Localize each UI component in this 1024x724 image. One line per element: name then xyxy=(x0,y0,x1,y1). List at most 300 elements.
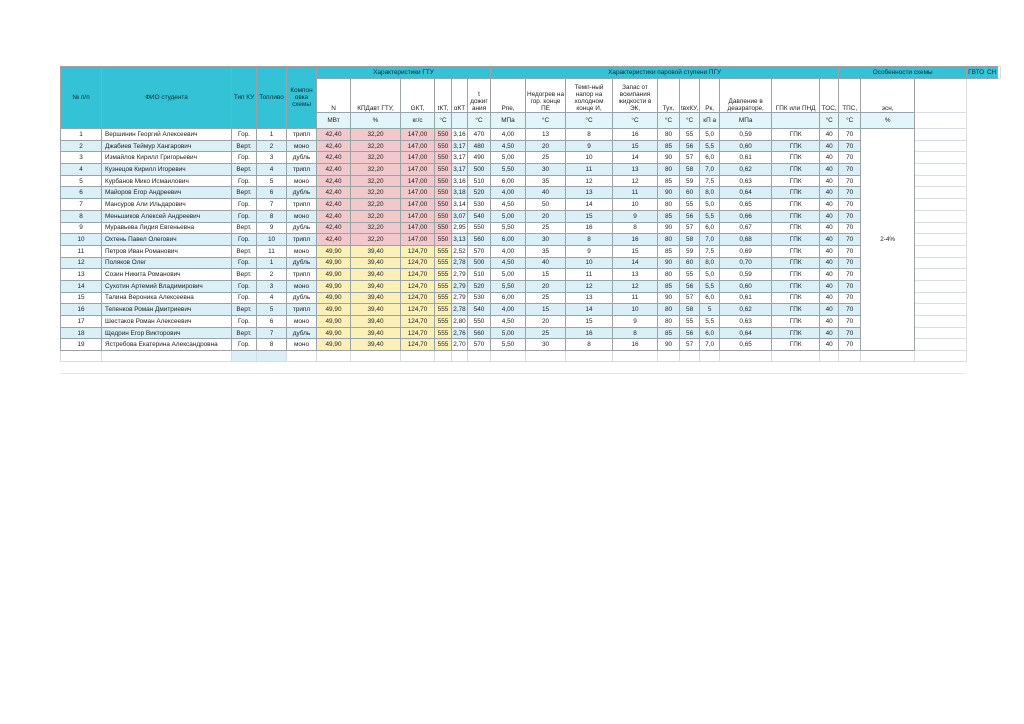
unit-pne: МПа xyxy=(491,113,526,129)
cell-exhaust-temp: 80 xyxy=(658,234,680,246)
empty-row xyxy=(61,351,1001,362)
cell-inlet-temp: 56 xyxy=(680,327,700,339)
cell-condenser-pressure: 5,0 xyxy=(700,269,720,281)
cell-supply-temp: 70 xyxy=(839,222,861,234)
col-fio-header: ФИО студента xyxy=(102,67,232,129)
cell-student-name: Тепенков Роман Дмитриевич xyxy=(102,304,232,316)
cell-afterburn-temp: 570 xyxy=(468,339,491,351)
empty-cell xyxy=(839,351,861,362)
cell-exhaust-temp: 80 xyxy=(658,269,680,281)
cell-condenser-pressure: 7,5 xyxy=(700,245,720,257)
col-pne: Рпе, xyxy=(491,79,526,113)
table-row xyxy=(61,304,1001,316)
cell-superheat-pressure: 5,50 xyxy=(491,339,526,351)
cell-student-name: Измайлов Кирилл Григорьевич xyxy=(102,152,232,164)
cell-gtu-efficiency: 39,40 xyxy=(351,280,401,292)
table-row xyxy=(61,245,1001,257)
cell-inlet-temp: 59 xyxy=(680,175,700,187)
cell-underheat-value: 40 xyxy=(526,257,566,269)
empty-cell xyxy=(351,351,401,362)
cell-gtu-efficiency: 32,20 xyxy=(351,140,401,152)
cell-fuel-number: 5 xyxy=(257,304,287,316)
empty-cell xyxy=(915,164,967,176)
cell-temp-head-value: 11 xyxy=(566,269,613,281)
cell-supply-temp: 70 xyxy=(839,199,861,211)
cell-condenser-pressure: 8,0 xyxy=(700,187,720,199)
cell-gtu-efficiency: 39,40 xyxy=(351,257,401,269)
empty-cell xyxy=(915,292,967,304)
cell-boiling-margin: 12 xyxy=(613,280,658,292)
cell-fuel-number: 2 xyxy=(257,140,287,152)
empty-cell xyxy=(452,351,468,362)
cell-gtu-gas-flow: 147,00 xyxy=(401,187,435,199)
cell-return-temp: 40 xyxy=(820,222,839,234)
cell-gtu-gas-flow: 147,00 xyxy=(401,222,435,234)
cell-deaerator-pressure: 0,64 xyxy=(720,187,772,199)
table-row xyxy=(61,269,1001,281)
cell-gpk-pnd-value: ГПК xyxy=(772,269,820,281)
cell-temp-head-value: 8 xyxy=(566,234,613,246)
cell-temp-head-value: 14 xyxy=(566,304,613,316)
cell-temp-head-value: 8 xyxy=(566,129,613,141)
cell-fuel-number: 11 xyxy=(257,245,287,257)
cell-temp-head-value: 9 xyxy=(566,245,613,257)
table-row xyxy=(61,199,1001,211)
cell-row-number: 15 xyxy=(61,292,102,304)
cell-afterburn-temp: 480 xyxy=(468,140,491,152)
col-tip-header: Тип КУ xyxy=(232,67,257,129)
cell-row-number: 6 xyxy=(61,187,102,199)
empty-cell xyxy=(915,175,967,187)
cell-boiler-type: Верт. xyxy=(232,140,257,152)
cell-afterburn-temp: 520 xyxy=(468,187,491,199)
cell-row-number: 4 xyxy=(61,164,102,176)
cell-exhaust-temp: 90 xyxy=(658,152,680,164)
cell-gtu-gas-temp: 555 xyxy=(435,245,452,257)
empty-cell xyxy=(915,316,967,328)
empty-cell xyxy=(915,327,967,339)
cell-return-temp: 40 xyxy=(820,245,839,257)
col-N: N xyxy=(317,79,351,113)
cell-row-number: 13 xyxy=(61,269,102,281)
cell-row-number: 12 xyxy=(61,257,102,269)
cell-return-temp: 40 xyxy=(820,316,839,328)
cell-exhaust-temp: 90 xyxy=(658,222,680,234)
cell-exhaust-temp: 85 xyxy=(658,175,680,187)
cell-gtu-air-excess: 2,78 xyxy=(452,304,468,316)
cell-gtu-gas-flow: 124,70 xyxy=(401,280,435,292)
empty-cell xyxy=(613,351,658,362)
cell-scheme-layout: трипл xyxy=(287,234,317,246)
cell-condenser-pressure: 5,5 xyxy=(700,316,720,328)
col-tuh: Тух, xyxy=(658,79,680,113)
cell-gtu-gas-temp: 555 xyxy=(435,269,452,281)
cell-boiler-type: Верт. xyxy=(232,327,257,339)
cell-gtu-air-excess: 3,18 xyxy=(452,187,468,199)
cell-afterburn-temp: 500 xyxy=(468,164,491,176)
unit-kpd: % xyxy=(351,113,401,129)
cell-inlet-temp: 60 xyxy=(680,187,700,199)
cell-deaerator-pressure: 0,63 xyxy=(720,316,772,328)
cell-fuel-number: 9 xyxy=(257,222,287,234)
cell-superheat-pressure: 4,00 xyxy=(491,187,526,199)
unit-tvhku: °С xyxy=(680,113,700,129)
cell-deaerator-pressure: 0,70 xyxy=(720,257,772,269)
cell-boiler-type: Верт. xyxy=(232,304,257,316)
cell-boiler-type: Гор. xyxy=(232,234,257,246)
cell-gtu-gas-temp: 555 xyxy=(435,292,452,304)
cell-gpk-pnd-value: ГПК xyxy=(772,339,820,351)
cell-temp-head-value: 8 xyxy=(566,339,613,351)
cell-boiling-margin: 15 xyxy=(613,245,658,257)
sn-value-cell: 2-4% xyxy=(861,129,915,351)
cell-return-temp: 40 xyxy=(820,129,839,141)
cell-scheme-layout: дубль xyxy=(287,292,317,304)
cell-condenser-pressure: 5,5 xyxy=(700,140,720,152)
cell-scheme-layout: дубль xyxy=(287,187,317,199)
cell-afterburn-temp: 560 xyxy=(468,327,491,339)
cell-gtu-air-excess: 3,07 xyxy=(452,210,468,222)
cell-gpk-pnd-value: ГПК xyxy=(772,129,820,141)
empty-cell xyxy=(861,351,915,362)
cell-gtu-air-excess: 2,70 xyxy=(452,339,468,351)
cell-student-name: Майоров Егор Андреевич xyxy=(102,187,232,199)
cell-inlet-temp: 58 xyxy=(680,304,700,316)
cell-deaerator-pressure: 0,65 xyxy=(720,339,772,351)
cell-deaerator-pressure: 0,60 xyxy=(720,140,772,152)
cell-temp-head-value: 15 xyxy=(566,210,613,222)
cell-inlet-temp: 57 xyxy=(680,152,700,164)
cell-superheat-pressure: 4,50 xyxy=(491,199,526,211)
cell-gpk-pnd-value: ГПК xyxy=(772,327,820,339)
cell-gtu-power: 49,90 xyxy=(317,292,351,304)
cell-supply-temp: 70 xyxy=(839,280,861,292)
cell-supply-temp: 70 xyxy=(839,269,861,281)
cell-student-name: Охтень Павел Олегович xyxy=(102,234,232,246)
cell-gpk-pnd-value: ГПК xyxy=(772,175,820,187)
cell-supply-temp: 70 xyxy=(839,257,861,269)
cell-underheat-value: 30 xyxy=(526,164,566,176)
cell-gtu-air-excess: 2,95 xyxy=(452,222,468,234)
cell-boiling-margin: 10 xyxy=(613,304,658,316)
cell-gtu-gas-flow: 147,00 xyxy=(401,234,435,246)
cell-supply-temp: 70 xyxy=(839,245,861,257)
cell-row-number: 8 xyxy=(61,210,102,222)
cell-temp-head-value: 10 xyxy=(566,152,613,164)
cell-supply-temp: 70 xyxy=(839,175,861,187)
cell-gtu-power: 42,40 xyxy=(317,140,351,152)
col-tps: ТПС, xyxy=(839,79,861,113)
cell-condenser-pressure: 6,0 xyxy=(700,292,720,304)
col-num-header: № п/п xyxy=(61,67,102,129)
unit-tos: °С xyxy=(820,113,839,129)
cell-afterburn-temp: 470 xyxy=(468,129,491,141)
cell-inlet-temp: 57 xyxy=(680,222,700,234)
cell-scheme-layout: дубль xyxy=(287,152,317,164)
cell-row-number: 7 xyxy=(61,199,102,211)
cell-gtu-power: 49,90 xyxy=(317,257,351,269)
cell-student-name: Мансуров Али Ильдарович xyxy=(102,199,232,211)
col-zapas: Запас от вскипания жидкости в ЭК, xyxy=(613,79,658,113)
cell-row-number: 17 xyxy=(61,316,102,328)
cell-exhaust-temp: 90 xyxy=(658,339,680,351)
cell-temp-head-value: 16 xyxy=(566,327,613,339)
col-rk: Рк, xyxy=(700,79,720,113)
cell-inlet-temp: 60 xyxy=(680,257,700,269)
cell-gtu-power: 49,90 xyxy=(317,269,351,281)
cell-scheme-layout: дубль xyxy=(287,222,317,234)
cell-boiling-margin: 8 xyxy=(613,327,658,339)
cell-student-name: Поляков Олег xyxy=(102,257,232,269)
cell-gtu-efficiency: 32,20 xyxy=(351,164,401,176)
cell-temp-head-value: 12 xyxy=(566,280,613,292)
cell-row-number: 5 xyxy=(61,175,102,187)
cell-return-temp: 40 xyxy=(820,269,839,281)
empty-cell xyxy=(526,351,566,362)
cell-exhaust-temp: 90 xyxy=(658,187,680,199)
cell-supply-temp: 70 xyxy=(839,316,861,328)
cell-gtu-air-excess: 2,79 xyxy=(452,280,468,292)
cell-student-name: Курбанов Мико Исмаилович xyxy=(102,175,232,187)
cell-underheat-value: 15 xyxy=(526,269,566,281)
cell-fuel-number: 7 xyxy=(257,199,287,211)
unit-tkt: °С xyxy=(435,113,452,129)
cell-student-name: Созин Никита Романович xyxy=(102,269,232,281)
empty-cell xyxy=(257,351,287,362)
cell-gpk-pnd-value: ГПК xyxy=(772,316,820,328)
cell-gtu-gas-temp: 555 xyxy=(435,304,452,316)
col-tvhku: tвхКУ, xyxy=(680,79,700,113)
cell-row-number: 19 xyxy=(61,339,102,351)
cell-gtu-gas-temp: 550 xyxy=(435,187,452,199)
cell-supply-temp: 70 xyxy=(839,164,861,176)
table-row xyxy=(61,316,1001,328)
cell-deaerator-pressure: 0,62 xyxy=(720,164,772,176)
col-gpk-pnd: ГПК или ПНД xyxy=(772,79,820,113)
cell-scheme-layout: дубль xyxy=(287,327,317,339)
cell-condenser-pressure: 6,0 xyxy=(700,327,720,339)
gtu-group-header: Характеристики ГТУ xyxy=(317,67,491,79)
cell-gtu-efficiency: 39,40 xyxy=(351,304,401,316)
empty-cell xyxy=(566,351,613,362)
cell-gtu-power: 49,90 xyxy=(317,327,351,339)
cell-underheat-value: 25 xyxy=(526,292,566,304)
cell-superheat-pressure: 4,00 xyxy=(491,304,526,316)
cell-gtu-gas-flow: 147,00 xyxy=(401,152,435,164)
cell-underheat-value: 20 xyxy=(526,316,566,328)
cell-condenser-pressure: 5,0 xyxy=(700,129,720,141)
empty-cell xyxy=(915,210,967,222)
cell-gtu-air-excess: 2,80 xyxy=(452,316,468,328)
cell-return-temp: 40 xyxy=(820,199,839,211)
cell-gtu-gas-temp: 555 xyxy=(435,280,452,292)
col-gkt: GКТ, xyxy=(401,79,435,113)
cell-row-number: 16 xyxy=(61,304,102,316)
cell-superheat-pressure: 5,50 xyxy=(491,222,526,234)
cell-gpk-pnd-value: ГПК xyxy=(772,304,820,316)
cell-fuel-number: 3 xyxy=(257,280,287,292)
cell-row-number: 11 xyxy=(61,245,102,257)
cell-deaerator-pressure: 0,68 xyxy=(720,234,772,246)
cell-row-number: 1 xyxy=(61,129,102,141)
cell-boiler-type: Гор. xyxy=(232,339,257,351)
cell-temp-head-value: 15 xyxy=(566,316,613,328)
empty-cell xyxy=(915,113,967,129)
cell-inlet-temp: 55 xyxy=(680,129,700,141)
cell-afterburn-temp: 530 xyxy=(468,292,491,304)
cell-gpk-pnd-value: ГПК xyxy=(772,140,820,152)
unit-nedogrev: °С xyxy=(526,113,566,129)
cell-superheat-pressure: 4,50 xyxy=(491,316,526,328)
cell-temp-head-value: 12 xyxy=(566,175,613,187)
cell-boiler-type: Гор. xyxy=(232,175,257,187)
cell-underheat-value: 20 xyxy=(526,210,566,222)
cell-gpk-pnd-value: ГПК xyxy=(772,164,820,176)
empty-cell xyxy=(915,269,967,281)
table-row xyxy=(61,222,1001,234)
cell-afterburn-temp: 540 xyxy=(468,304,491,316)
cell-supply-temp: 70 xyxy=(839,304,861,316)
cell-supply-temp: 70 xyxy=(839,327,861,339)
cell-gtu-air-excess: 3,13 xyxy=(452,234,468,246)
cell-return-temp: 40 xyxy=(820,234,839,246)
cell-gtu-air-excess: 3,17 xyxy=(452,140,468,152)
cell-inlet-temp: 56 xyxy=(680,280,700,292)
cell-gtu-power: 42,40 xyxy=(317,164,351,176)
cell-gtu-gas-temp: 555 xyxy=(435,339,452,351)
cell-gpk-pnd-value: ГПК xyxy=(772,280,820,292)
cell-return-temp: 40 xyxy=(820,164,839,176)
cell-fuel-number: 1 xyxy=(257,129,287,141)
empty-cell xyxy=(491,351,526,362)
cell-deaerator-pressure: 0,64 xyxy=(720,327,772,339)
cell-superheat-pressure: 6,00 xyxy=(491,175,526,187)
cell-exhaust-temp: 80 xyxy=(658,316,680,328)
cell-scheme-layout: трипл xyxy=(287,199,317,211)
cell-return-temp: 40 xyxy=(820,292,839,304)
scheme-group-header: Особенности схемы xyxy=(839,67,967,79)
cell-deaerator-pressure: 0,63 xyxy=(720,175,772,187)
cell-return-temp: 40 xyxy=(820,280,839,292)
cell-condenser-pressure: 5,0 xyxy=(700,199,720,211)
empty-cell xyxy=(700,351,720,362)
cell-supply-temp: 70 xyxy=(839,140,861,152)
cell-gtu-power: 42,40 xyxy=(317,129,351,141)
cell-deaerator-pressure: 0,59 xyxy=(720,269,772,281)
cell-superheat-pressure: 4,50 xyxy=(491,257,526,269)
cell-scheme-layout: дубль xyxy=(287,257,317,269)
cell-gpk-pnd-value: ГПК xyxy=(772,257,820,269)
cell-superheat-pressure: 5,50 xyxy=(491,164,526,176)
cell-underheat-value: 15 xyxy=(526,304,566,316)
cell-return-temp: 40 xyxy=(820,210,839,222)
cell-gtu-efficiency: 32,20 xyxy=(351,210,401,222)
cell-underheat-value: 25 xyxy=(526,222,566,234)
cell-return-temp: 40 xyxy=(820,152,839,164)
cell-gtu-gas-temp: 550 xyxy=(435,129,452,141)
cell-afterburn-temp: 520 xyxy=(468,280,491,292)
col-davlenie: Давление в деаэраторе, xyxy=(720,79,772,113)
cell-return-temp: 40 xyxy=(820,257,839,269)
cell-boiling-margin: 9 xyxy=(613,210,658,222)
cell-inlet-temp: 56 xyxy=(680,210,700,222)
unit-esn: % xyxy=(861,113,915,129)
cell-gtu-efficiency: 39,40 xyxy=(351,316,401,328)
cell-gtu-gas-temp: 555 xyxy=(435,327,452,339)
cell-gpk-pnd-value: ГПК xyxy=(772,210,820,222)
cell-boiling-margin: 12 xyxy=(613,175,658,187)
cell-afterburn-temp: 510 xyxy=(468,269,491,281)
cell-supply-temp: 70 xyxy=(839,187,861,199)
cell-afterburn-temp: 500 xyxy=(468,257,491,269)
cell-fuel-number: 3 xyxy=(257,152,287,164)
empty-cell xyxy=(915,280,967,292)
cell-boiler-type: Верт. xyxy=(232,187,257,199)
cell-scheme-layout: моно xyxy=(287,245,317,257)
cell-gtu-efficiency: 32,20 xyxy=(351,222,401,234)
unit-N: МВт xyxy=(317,113,351,129)
col-tdozh: t дожиг ания xyxy=(468,79,491,113)
cell-student-name: Талина Вероника Алексеевна xyxy=(102,292,232,304)
cell-return-temp: 40 xyxy=(820,304,839,316)
cell-fuel-number: 8 xyxy=(257,210,287,222)
cell-temp-head-value: 16 xyxy=(566,222,613,234)
cell-row-number: 3 xyxy=(61,152,102,164)
cell-gtu-gas-temp: 550 xyxy=(435,222,452,234)
cell-gtu-gas-flow: 147,00 xyxy=(401,199,435,211)
cell-deaerator-pressure: 0,69 xyxy=(720,245,772,257)
empty-cell xyxy=(915,199,967,211)
cell-row-number: 2 xyxy=(61,140,102,152)
cell-student-name: Щедрин Егор Викторович xyxy=(102,327,232,339)
cell-gpk-pnd-value: ГПК xyxy=(772,187,820,199)
cell-gtu-gas-flow: 124,70 xyxy=(401,327,435,339)
cell-gtu-gas-flow: 124,70 xyxy=(401,292,435,304)
unit-zapas: °С xyxy=(613,113,658,129)
cell-underheat-value: 30 xyxy=(526,339,566,351)
cell-gtu-gas-flow: 124,70 xyxy=(401,304,435,316)
cell-student-name: Муравьева Лидия Евгеньевна xyxy=(102,222,232,234)
cell-inlet-temp: 55 xyxy=(680,316,700,328)
cell-exhaust-temp: 90 xyxy=(658,292,680,304)
cell-return-temp: 40 xyxy=(820,175,839,187)
cell-underheat-value: 20 xyxy=(526,140,566,152)
cell-row-number: 18 xyxy=(61,327,102,339)
cell-gtu-gas-temp: 550 xyxy=(435,175,452,187)
unit-akt xyxy=(452,113,468,129)
cell-gtu-gas-flow: 147,00 xyxy=(401,175,435,187)
cell-temp-head-value: 10 xyxy=(566,257,613,269)
empty-cell xyxy=(998,67,1001,79)
empty-cell xyxy=(102,351,232,362)
empty-cell xyxy=(468,351,491,362)
cell-gtu-efficiency: 32,20 xyxy=(351,129,401,141)
cell-superheat-pressure: 6,00 xyxy=(491,292,526,304)
cell-temp-head-value: 14 xyxy=(566,199,613,211)
cell-gtu-air-excess: 3,16 xyxy=(452,129,468,141)
cell-gtu-power: 42,40 xyxy=(317,234,351,246)
cell-gtu-gas-flow: 147,00 xyxy=(401,140,435,152)
empty-cell xyxy=(915,257,967,269)
data-table xyxy=(60,66,1001,362)
unit-davlenie: МПа xyxy=(720,113,772,129)
cell-row-number: 10 xyxy=(61,234,102,246)
cell-fuel-number: 2 xyxy=(257,269,287,281)
cell-deaerator-pressure: 0,59 xyxy=(720,129,772,141)
empty-cell xyxy=(915,304,967,316)
cell-underheat-value: 35 xyxy=(526,175,566,187)
cell-student-name: Шестаков Роман Алексеевич xyxy=(102,316,232,328)
